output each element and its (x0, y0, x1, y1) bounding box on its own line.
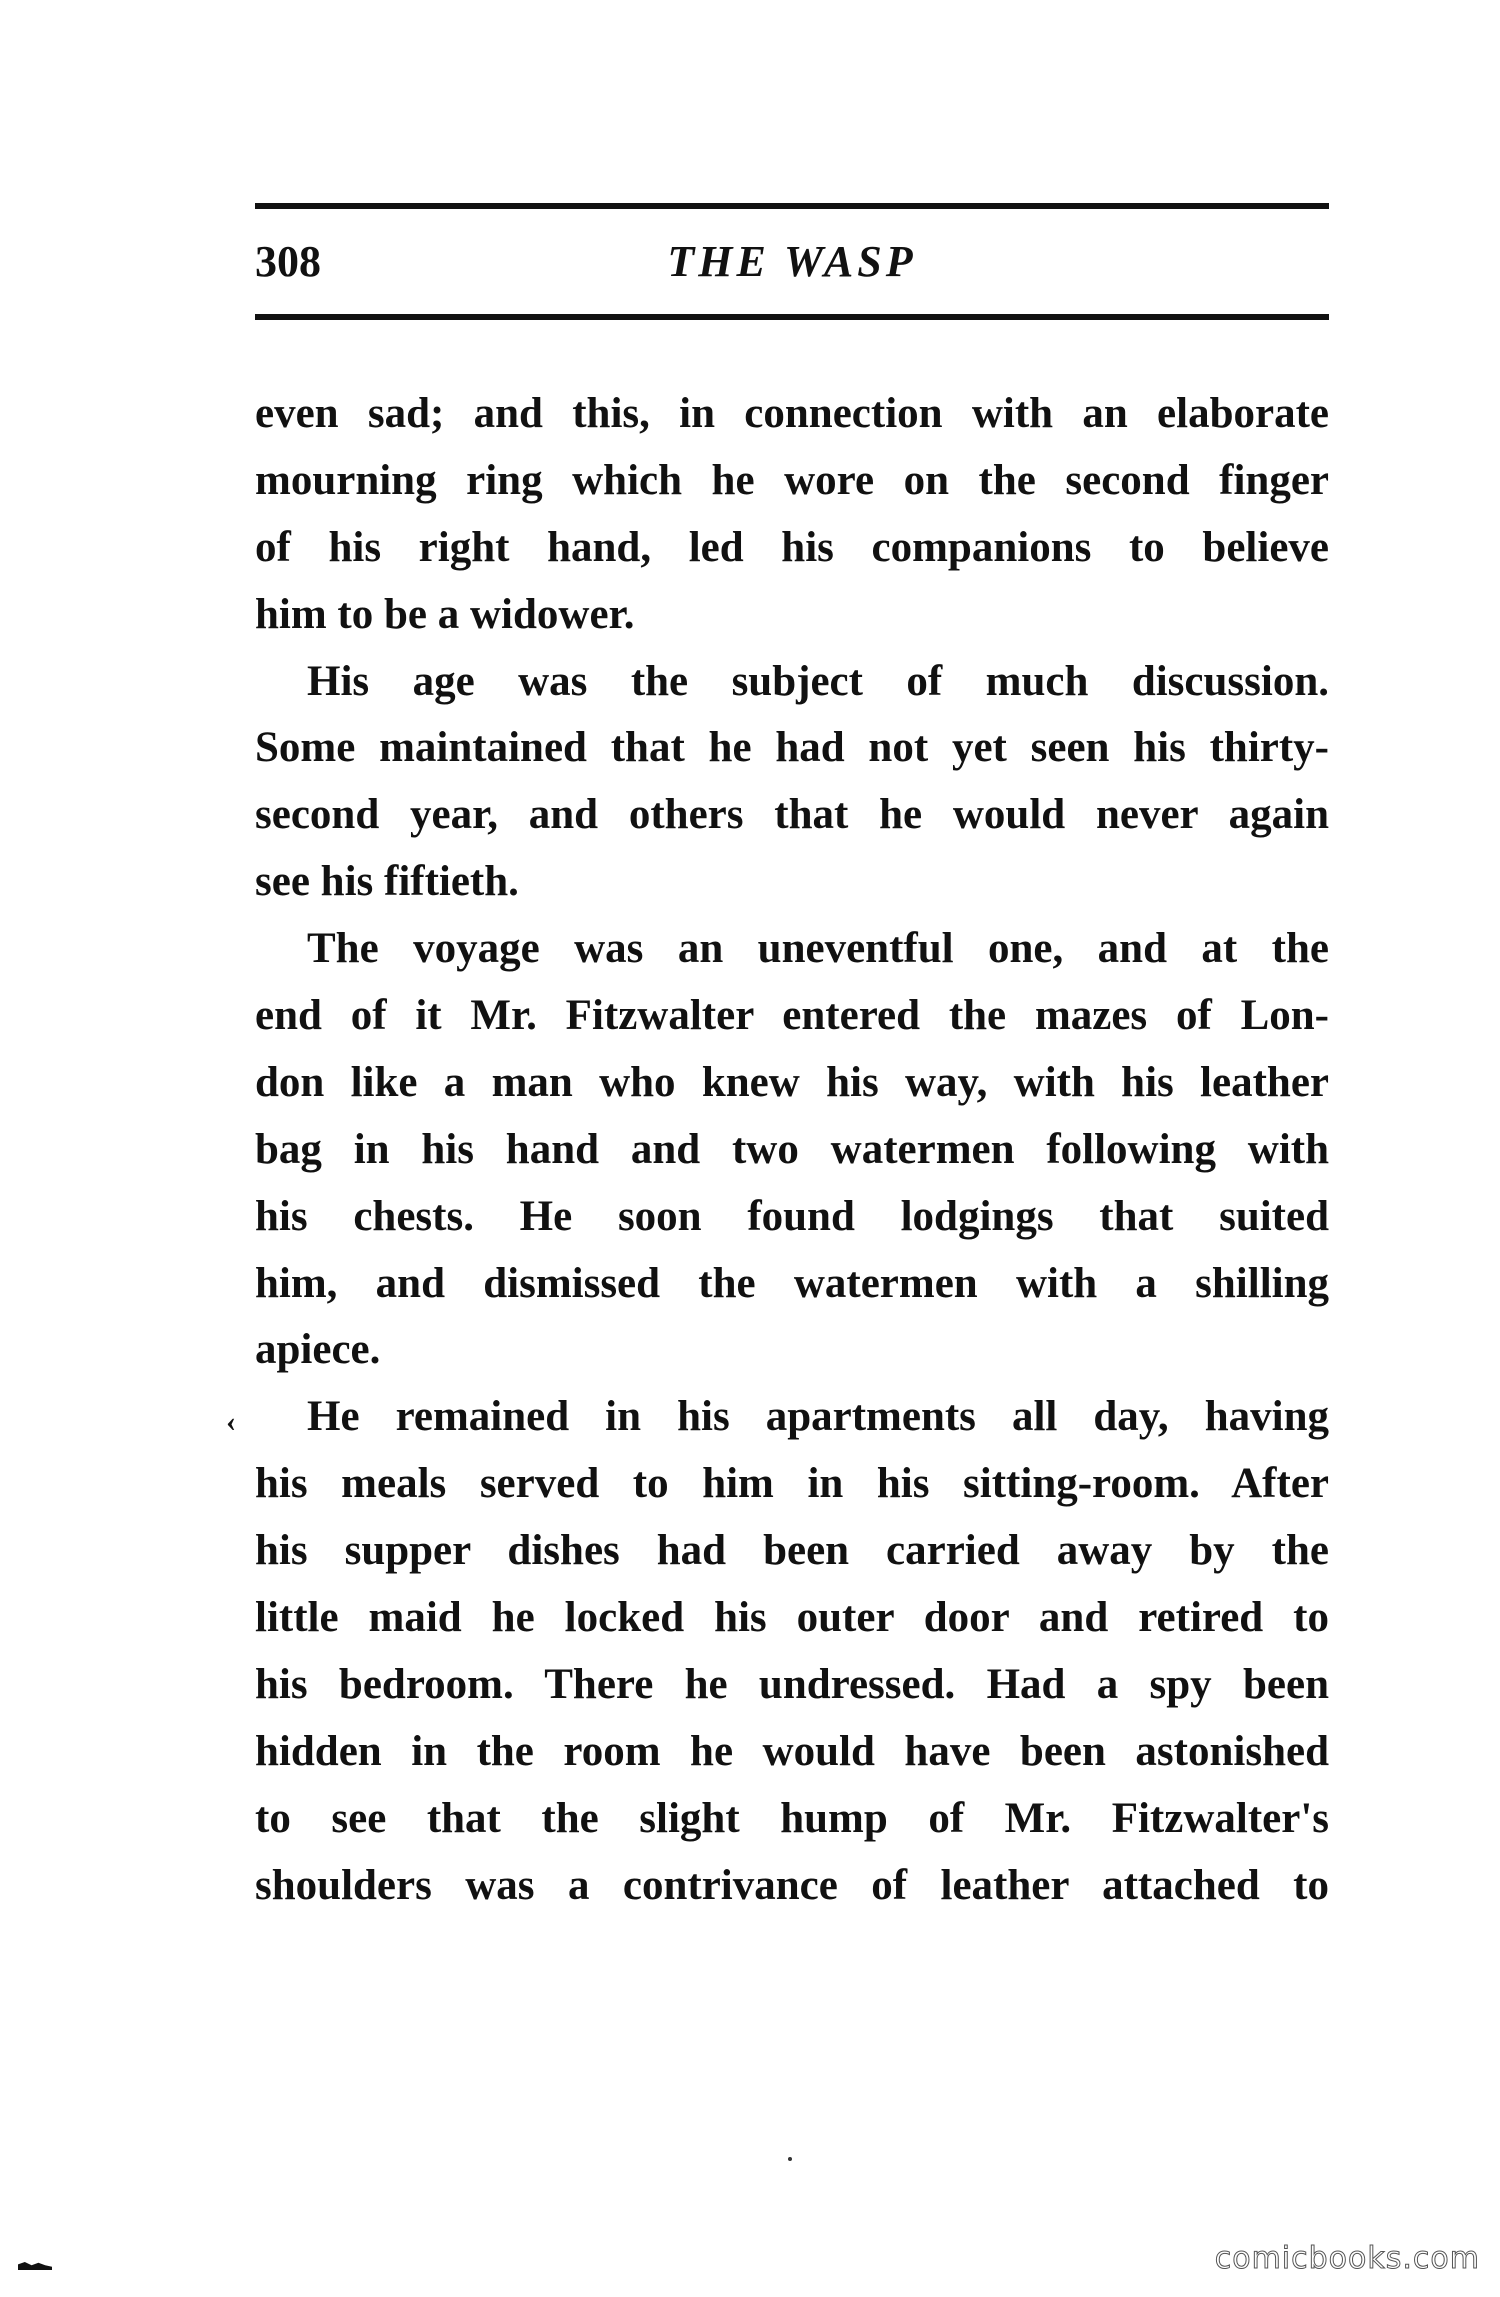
header-rule-bottom (255, 314, 1329, 320)
watermark: comicbooks.com (1214, 2241, 1480, 2276)
text-line: shoulders was a contrivance of leather attached to (255, 1861, 1329, 1909)
text-line: him to be a widower. (255, 590, 635, 638)
header-rule-top (255, 203, 1329, 209)
text-line: bag in his hand and two watermen following with (255, 1125, 1329, 1173)
text-line: him, and dismissed the watermen with a shilling (255, 1259, 1329, 1307)
text-line: He remained in his apartments all day, having (307, 1393, 1329, 1441)
text-line: his chests. He soon found lodgings that suited (255, 1192, 1329, 1240)
running-title: THE WASP (667, 237, 917, 286)
body-text (255, 381, 1329, 1919)
text-line: even sad; and this, in connection with an elaborate (255, 390, 1329, 437)
text-line: apiece. (255, 1326, 381, 1374)
text-line: his supper dishes had been carried away by the (255, 1527, 1329, 1575)
text-line: His age was the subject of much discussion. (307, 657, 1329, 705)
text-line: to see that the slight hump of Mr. Fitzwalter's (255, 1794, 1329, 1842)
text-line: of his right hand, led his companions to believe (255, 523, 1329, 571)
page-number: 308 (255, 237, 321, 286)
text-line: don like a man who knew his way, with his leather (255, 1058, 1329, 1106)
scan-mark (18, 2262, 52, 2270)
text-line: The voyage was an uneventful one, and at the (307, 925, 1329, 973)
text-line: end of it Mr. Fitzwalter entered the mazes of Lon- (255, 992, 1329, 1040)
text-line: his meals served to him in his sitting-room. After (255, 1460, 1329, 1508)
text-line: Some maintained that he had not yet seen his thirty- (255, 724, 1329, 772)
print-speck (788, 2157, 792, 2161)
text-line: mourning ring which he wore on the second finger (255, 456, 1329, 504)
text-line: little maid he locked his outer door and retired to (255, 1594, 1329, 1642)
text-line: second year, and others that he would never again (255, 791, 1329, 839)
text-line: his bedroom. There he undressed. Had a spy been (255, 1660, 1329, 1708)
text-line: see his fiftieth. (255, 858, 519, 906)
margin-mark: ‹ (226, 1405, 236, 1438)
text-line: hidden in the room he would have been astonished (255, 1727, 1329, 1775)
